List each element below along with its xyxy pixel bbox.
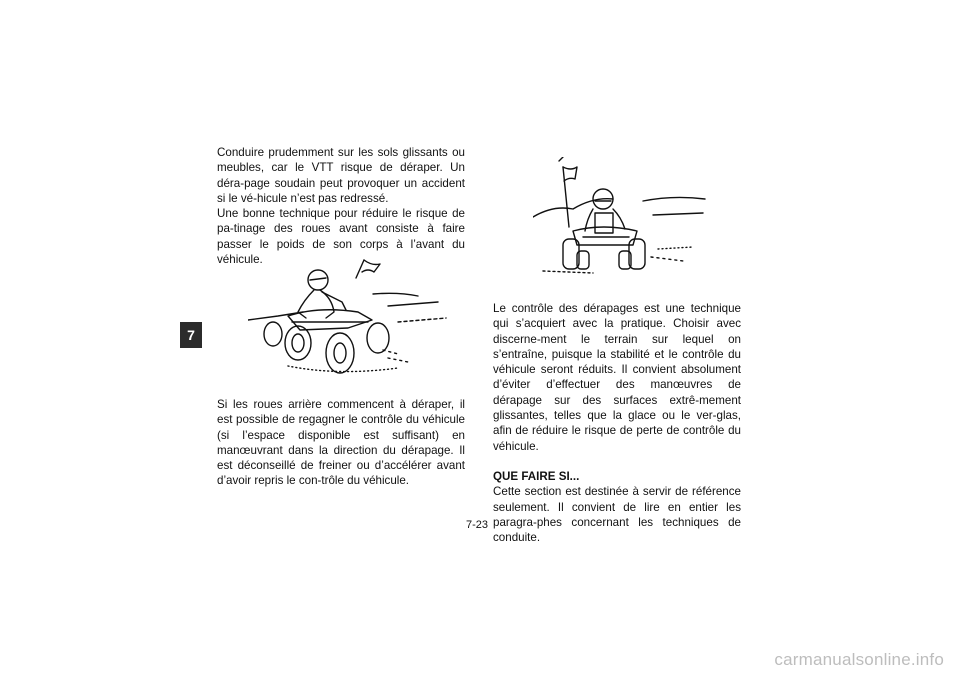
atv-rider-sliding-illustration — [248, 258, 448, 383]
paragraph-rear-wheel-skid: Si les roues arrière commencent à déraper, il est possible de regagner le contrôle du véhicule (si l’espace disponible est suffisant) en manœuvrant dans la direction du dérapage. Il est déconseillé de freiner ou d’accélérer avant d’avoir repris le con-trôle du véhicule. — [217, 398, 465, 488]
watermark: carmanualsonline.info — [774, 650, 944, 669]
paragraph-reference-only: Cette section est destinée à servir de référence seulement. Il convient de lire en entier les paragra-phes concernant les techniques de conduite. — [493, 485, 741, 545]
left-column — [217, 145, 465, 267]
paragraph-front-wheel-slip: Une bonne technique pour réduire le risque de pa-tinage des roues avant consiste à faire passer le poids de son corps à l’avant du véhicule. — [217, 207, 465, 267]
paragraph-skid-control: Le contrôle des dérapages est une technique qui s’acquiert avec la pratique. Choisir avec discerne-ment le terrain sur lequel on s’entraîne, puisque la stabilité et le contrôle du véhicule seront réduits. Il convient absolument d’éviter d’effectuer des manœuvres de dérapage sur des surfaces extrê-mement glissantes, telles que la glace ou le ver-glas, afin de réduire le risque de perte de contrôle du véhicule. — [493, 302, 741, 453]
paragraph-slippery-surfaces: Conduire prudemment sur les sols glissants ou meubles, car le VTT risque de déraper. Un déra-page soudain peut provoquer un accident si le vé-hicule n’est pas redressé. — [217, 146, 465, 205]
left-column-lower — [217, 397, 465, 489]
chapter-tab: 7 — [180, 322, 202, 348]
right-column — [493, 301, 741, 545]
atv-rider-front-illustration — [533, 157, 708, 275]
page-number: 7-23 — [466, 519, 489, 531]
section-heading-what-if: QUE FAIRE SI... — [493, 469, 580, 483]
